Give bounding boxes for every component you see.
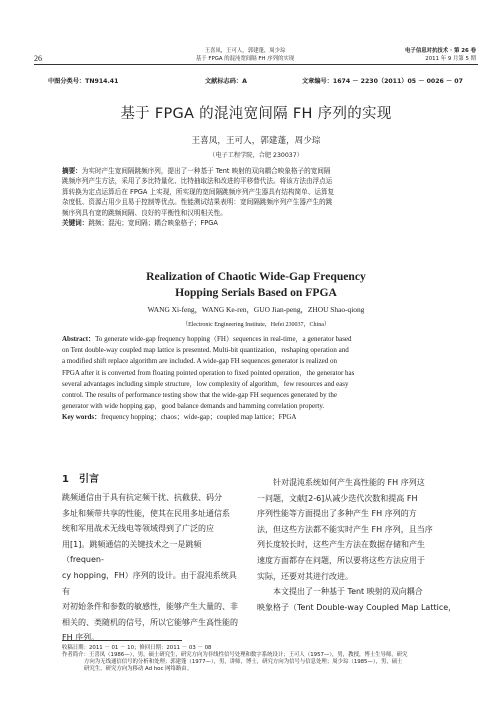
header-date: 2011 年 9 月第 5 期 xyxy=(425,56,476,62)
keywords-cn: 跳频；混沌；宽间隔；耦合映象格子；FPGA xyxy=(88,219,218,228)
body-line: 用[1]。跳频通信的关键技术之一是跳频（frequen- xyxy=(62,539,202,565)
title-en-line-2: Hopping Serials Based on FPGA xyxy=(175,286,337,299)
body-right-column xyxy=(257,475,462,615)
section-1-heading xyxy=(62,470,99,485)
body-left-column xyxy=(62,490,242,646)
header-rule xyxy=(34,64,478,65)
footnote-authors: 作者简介：王喜凤（1986—），男，硕士研究生，研究方向为非线性信号处理和数字系统设计；王可人（1957—），男，教授，博士生导师，研究 xyxy=(62,652,408,658)
abstract-en-line: To generate wide-gap frequency hopping（FH）sequences in real-time，a generator based xyxy=(95,335,352,343)
keywords-en-label: Key words： xyxy=(62,413,102,422)
footnote-authors: 方向为无线通信信号的分析和处理；郭建蓬（1977—），男，讲师，博士，研究方向为信号与信息处理；周少琮（1985—），男，硕士 xyxy=(84,659,403,665)
body-line: 相关的、类随机的信号，所以它能够产生高性能的 xyxy=(62,617,238,627)
body-line: 针对混沌系统如何产生高性能的 FH 序列这 xyxy=(273,478,425,487)
article-number: 文章编号：1674 － 2230（2011）05 － 0026 － 07 xyxy=(302,78,463,85)
abstract-en-line: FPGA after it is converted from floating pointed operation to fixed pointed operation，the generator has xyxy=(62,368,355,377)
title-cn: 基于 FPGA 的混沌宽间隔 FH 序列的实现 xyxy=(120,106,392,122)
abstract-cn-line: 频序列具有宽的跳频间隔、良好的平衡性和汉明相关性。 xyxy=(62,208,227,217)
body-line: 统和军用战术无线电等领域得到了广泛的应 xyxy=(62,524,214,534)
authors-cn: 王喜凤，王可人，郭建蓬，周少琮 xyxy=(191,136,321,146)
clc-number: 中图分类号：TN914.41 xyxy=(48,78,119,85)
footnote-received: 收稿日期：2011 － 01 － 10；修回日期：2011 － 03 － 08 xyxy=(62,645,212,651)
body-line: 跳频通信由于具有抗定频干扰、抗截获、码分 xyxy=(62,493,222,502)
section-title: 引言 xyxy=(78,474,99,485)
abstract-cn xyxy=(62,166,460,228)
footnote xyxy=(62,645,462,673)
body-line: cy hopping，FH）序列的设计。由于混沌系统具有 xyxy=(62,570,237,596)
authors-en: WANG Xi-feng，WANG Ke-ren，GUO Jian-peng，ZHOU Shao-qiong xyxy=(147,305,365,314)
body-line: 对初始条件和参数的敏感性，能够产生大量的、非 xyxy=(62,602,238,612)
abstract-en-label: Abstract： xyxy=(62,335,96,343)
section-number: 1 xyxy=(62,474,69,485)
body-line: 本文提出了一种基于 Tent 映射的双向耦合 xyxy=(273,587,423,597)
header-journal: 电子信息对抗技术 · 第 26 卷 xyxy=(405,48,476,54)
body-line: 一问题，文献[2-6]从减少迭代次数和提高 FH xyxy=(257,493,418,503)
abstract-cn-line: 为实时产生宽间隔跳频序列，提出了一种基于 Tent 映射的双向耦合映象格子的宽间隔 xyxy=(81,167,331,175)
abstract-en-line: control. The results of performance testing show that the wide-gap FH sequences generated by the xyxy=(62,391,337,400)
abstract-cn-line: 杂度低、资源占用少且易于控制等优点。性能测试结果表明：宽间隔跳频序列产生器产生的跳 xyxy=(62,198,333,207)
title-en-line-1: Realization of Chaotic Wide-Gap Frequency xyxy=(146,270,366,283)
document-code: 文献标志码：A xyxy=(205,78,247,85)
abstract-cn-line: 算转换为定点运算后在 FPGA 上实现，所实现的宽间隔跳频序列产生器具有结构简单、运算复 xyxy=(62,187,335,196)
keywords-cn-label: 关键词： xyxy=(62,219,89,228)
affiliation-cn: （电子工程学院，合肥 230037） xyxy=(209,152,303,159)
body-line: 序列性能等方面提出了多种产生 FH 序列的方 xyxy=(257,509,417,519)
header-article-title: 基于 FPGA 的混沌宽间隔 FH 序列的实现 xyxy=(195,56,295,62)
body-line: 映象格子（Tent Double-way Coupled Map Lattice， xyxy=(257,602,457,612)
footnote-authors: 研究生，研究方向为移动 Ad hoc 网络路由。 xyxy=(84,666,193,672)
abstract-en xyxy=(62,334,460,424)
abstract-en-line: on Tent double-way coupled map lattice is presented. Multi-bit quantization，reshaping operation and xyxy=(62,346,349,355)
abstract-cn-label: 摘要： xyxy=(62,167,82,175)
abstract-en-line: a modified shift replace algorithm are included. A wide-gap FH sequences generator is realized on xyxy=(62,357,338,366)
affiliation-en: （Electronic Engineering Institute，Hefei 230037，China） xyxy=(182,322,330,328)
body-line: 法，但这些方法都不能实时产生 FH 序列，且当序 xyxy=(257,524,433,534)
body-line: 速度方面都存在问题，所以要将这些方法应用于 xyxy=(257,555,425,565)
body-line: 多址和频带共享的性能，使其在民用多址通信系 xyxy=(62,508,230,518)
abstract-en-line: generator with wide hopping gap，good balance demands and hamming correlation property. xyxy=(62,402,325,411)
footnote-rule xyxy=(62,640,182,641)
abstract-cn-line: 跳频序列产生方法，采用了多比特量化、比特抽取法和改进的平移替代法。将该方法由浮点运 xyxy=(62,177,333,186)
abstract-en-line: several advantages including simple structure，low complexity of algorithm，few resources and easy xyxy=(62,379,349,388)
page-number: 26 xyxy=(34,54,42,63)
body-line: FH 序列。 xyxy=(62,633,100,643)
header-authors: 王喜凤，王可人，郭建蓬，周少琮 xyxy=(204,48,286,54)
body-line: 实际，还要对其进行改进。 xyxy=(257,571,353,581)
keywords-en: frequency hopping；chaos；wide-gap；coupled map lattice；FPGA xyxy=(101,413,297,422)
body-line: 列长度较长时，这些产生方法在数据存储和产生 xyxy=(257,540,425,550)
